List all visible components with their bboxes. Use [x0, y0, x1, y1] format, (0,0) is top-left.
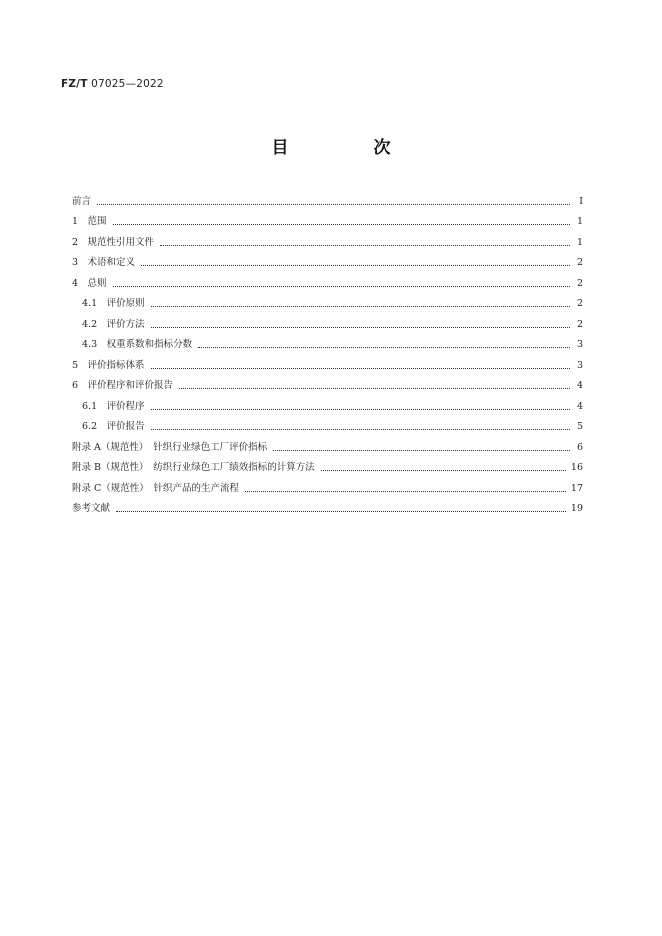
toc-entry-page: 1	[576, 236, 583, 248]
toc-entry-annex-a[interactable]	[72, 433, 583, 454]
dot-leader	[160, 245, 570, 246]
toc-entry-foreword[interactable]	[72, 187, 583, 208]
toc-entry-label: 6 评价程序和评价报告	[72, 380, 174, 391]
toc-entry-label: 3 术语和定义	[72, 257, 136, 268]
toc-entry-label: 5 评价指标体系	[72, 359, 145, 371]
toc-entry-page: 2	[576, 298, 583, 309]
toc-entry-page: 16	[570, 462, 583, 473]
dot-leader	[179, 388, 570, 389]
toc-entry-label: 6.2 评价报告	[82, 421, 145, 432]
toc-entry-page: 2	[576, 318, 583, 330]
toc-entry-label: 附录 B（规范性） 纺织行业绿色工厂绩效指标的计算方法	[72, 462, 315, 473]
toc-entry-4-1[interactable]	[72, 290, 583, 311]
toc-entry-annex-b[interactable]	[72, 454, 583, 475]
toc-entry-label: 4.3 权重系数和指标分数	[82, 339, 193, 350]
toc-entry-page: 2	[576, 257, 583, 268]
toc-entry-scope[interactable]	[72, 208, 583, 229]
dot-leader	[245, 491, 566, 492]
toc-entry-label: 2 规范性引用文件	[72, 236, 155, 248]
toc-entry-page: 2	[576, 277, 583, 289]
toc-entry-label: 4 总则	[72, 277, 107, 289]
toc-entry-terms-definitions[interactable]	[72, 249, 583, 270]
toc-entry-page: Ⅰ	[579, 195, 583, 207]
toc-entry-page: 6	[576, 441, 583, 453]
document-code	[61, 78, 164, 90]
toc-entry-page: 17	[570, 482, 583, 494]
toc-entry-page: 4	[576, 400, 583, 412]
dot-leader	[273, 450, 570, 451]
toc-entry-4-3[interactable]	[72, 331, 583, 352]
toc-entry-label: 4.1 评价原则	[82, 298, 145, 309]
toc-entry-label: 1 范围	[72, 216, 107, 227]
dot-leader	[321, 470, 566, 471]
dot-leader	[198, 347, 570, 348]
toc-title: 目 次	[271, 138, 425, 158]
toc-entry-label: 附录 C（规范性） 针织产品的生产流程	[72, 482, 240, 494]
toc-entry-procedure-report[interactable]	[72, 372, 583, 393]
document-code-prefix: FZ/T	[61, 78, 88, 90]
toc-entry-page: 3	[576, 359, 583, 371]
dot-leader	[151, 409, 570, 410]
toc-entry-label: 参考文献	[72, 503, 111, 514]
toc-entry-page: 3	[576, 339, 583, 350]
table-of-contents	[72, 187, 583, 515]
dot-leader	[151, 429, 570, 430]
toc-entry-annex-c[interactable]	[72, 474, 583, 495]
toc-entry-page: 5	[576, 421, 583, 432]
toc-entry-label: 4.2 评价方法	[82, 318, 145, 330]
toc-entry-6-2[interactable]	[72, 413, 583, 434]
toc-entry-label: 6.1 评价程序	[82, 400, 145, 412]
dot-leader	[151, 327, 570, 328]
toc-entry-page: 1	[576, 216, 583, 227]
dot-leader	[113, 286, 570, 287]
toc-entry-normative-references[interactable]	[72, 228, 583, 249]
document-code-number: 07025—2022	[87, 78, 164, 90]
toc-entry-6-1[interactable]	[72, 392, 583, 413]
toc-entry-label: 前言	[72, 195, 92, 207]
toc-entry-indicator-system[interactable]	[72, 351, 583, 372]
toc-entry-4-2[interactable]	[72, 310, 583, 331]
toc-entry-general[interactable]	[72, 269, 583, 290]
toc-entry-bibliography[interactable]	[72, 495, 583, 516]
dot-leader	[113, 224, 570, 225]
dot-leader	[151, 306, 570, 307]
dot-leader	[151, 368, 570, 369]
dot-leader	[116, 511, 566, 512]
dot-leader	[141, 265, 570, 266]
toc-entry-page: 4	[576, 380, 583, 391]
dot-leader	[97, 204, 570, 205]
toc-entry-label: 附录 A（规范性） 针织行业绿色工厂评价指标	[72, 441, 268, 453]
toc-entry-page: 19	[570, 503, 583, 514]
